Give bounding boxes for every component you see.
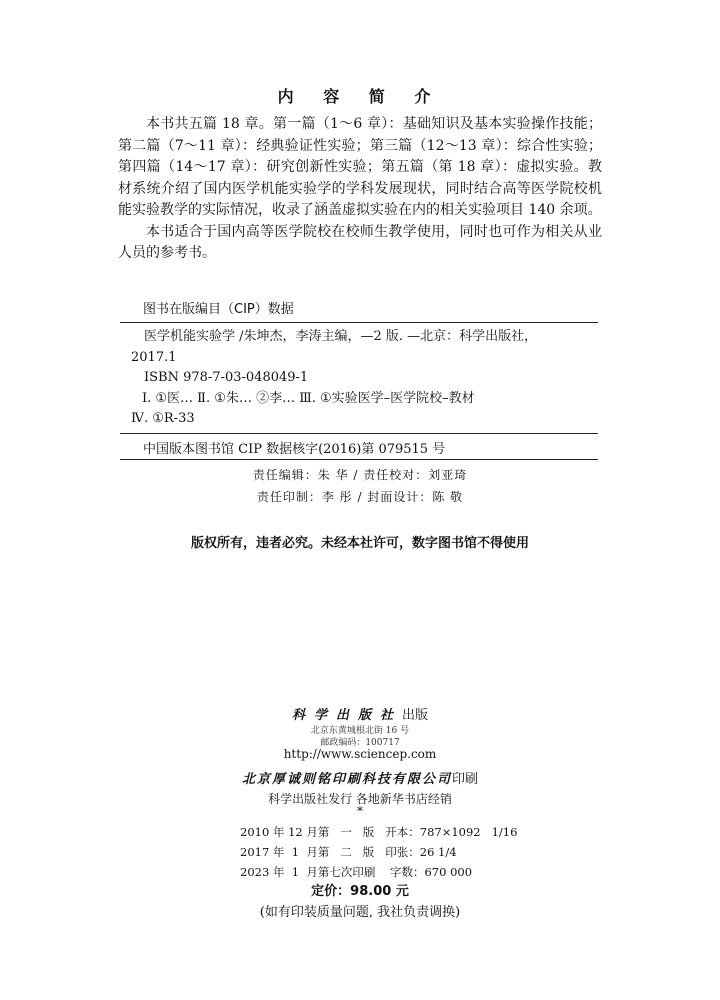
divider bbox=[120, 433, 598, 434]
edition-line-1: 2010 年 12 月第 一 版 开本：787×1092 1/16 bbox=[240, 825, 518, 839]
cip-line-year: 2017.1 bbox=[131, 349, 177, 365]
cip-heading: 图书在版编目（CIP）数据 bbox=[143, 302, 294, 317]
summary-paragraph-1: 本书共五篇 18 章。第一篇（1～6 章）：基础知识及基本实验操作技能；第二篇（7～11 章）：经典验证性实验；第三篇（12～13 章）：综合性实验；第四篇（14～17 章）：研究创新性实验；第五篇（第 18 章）：虚拟实验。教材系统介绍了国内医学机能实验学的学科发展现状，同时结合高等医学院校机能实验教学的实际情况，收录了涵盖虚拟实验在内的相关实验项目 140 余项。 bbox=[118, 116, 602, 218]
cip-isbn: ISBN 978-7-03-048049-1 bbox=[144, 370, 309, 385]
summary-section bbox=[118, 114, 602, 265]
printer-suffix: 印刷 bbox=[452, 772, 479, 787]
cip-line-classification: Ⅰ. ①医… Ⅱ. ①朱… ②李… Ⅲ. ①实验医学–医学院校–教材 bbox=[142, 390, 475, 406]
publisher-address: 北京东黄城根北街 16 号 bbox=[310, 726, 410, 736]
credits-editors: 责任编辑：朱 华 / 责任校对：刘亚琦 bbox=[252, 468, 468, 482]
divider bbox=[120, 322, 598, 323]
copyright-notice: 版权所有，违者必究。未经本社许可，数字图书馆不得使用 bbox=[190, 536, 529, 551]
printer-name: 北京厚诚则铭印刷科技有限公司 bbox=[241, 772, 452, 787]
publisher-postcode: 邮政编码：100717 bbox=[320, 738, 400, 748]
credits-production: 责任印制：李 彤 / 封面设计：陈 敬 bbox=[256, 490, 464, 504]
cip-record bbox=[128, 327, 598, 430]
cip-line-title: 医学机能实验学 /朱坤杰，李涛主编，—2 版. —北京：科学出版社， bbox=[144, 329, 538, 344]
cip-record-number: 中国版本图书馆 CIP 数据核字(2016)第 079515 号 bbox=[143, 442, 446, 457]
edition-line-2: 2017 年 1 月第 二 版 印张：26 1/4 bbox=[240, 845, 457, 859]
publisher-suffix: 出版 bbox=[402, 708, 429, 723]
price: 定价：98.00 元 bbox=[311, 884, 409, 899]
distribution-line: 科学出版社发行 各地新华书店经销 bbox=[268, 792, 452, 806]
publisher-url: http://www.sciencep.com bbox=[283, 747, 437, 761]
publisher-logo: 科学出版社 bbox=[291, 708, 402, 723]
edition-line-3: 2023 年 1 月第七次印刷 字数：670 000 bbox=[240, 865, 473, 879]
page-title: 内 容 简 介 bbox=[277, 87, 443, 106]
printer-line bbox=[0, 768, 720, 787]
publisher-line bbox=[0, 704, 720, 723]
divider bbox=[120, 459, 598, 460]
separator-star: * bbox=[357, 804, 363, 818]
summary-paragraph-2: 本书适合于国内高等医学院校在校师生教学使用，同时也可作为相关从业人员的参考书。 bbox=[118, 223, 602, 261]
quality-note: (如有印装质量问题, 我社负责调换) bbox=[259, 905, 461, 920]
cip-line-class-number: Ⅳ. ①R-33 bbox=[131, 411, 195, 426]
